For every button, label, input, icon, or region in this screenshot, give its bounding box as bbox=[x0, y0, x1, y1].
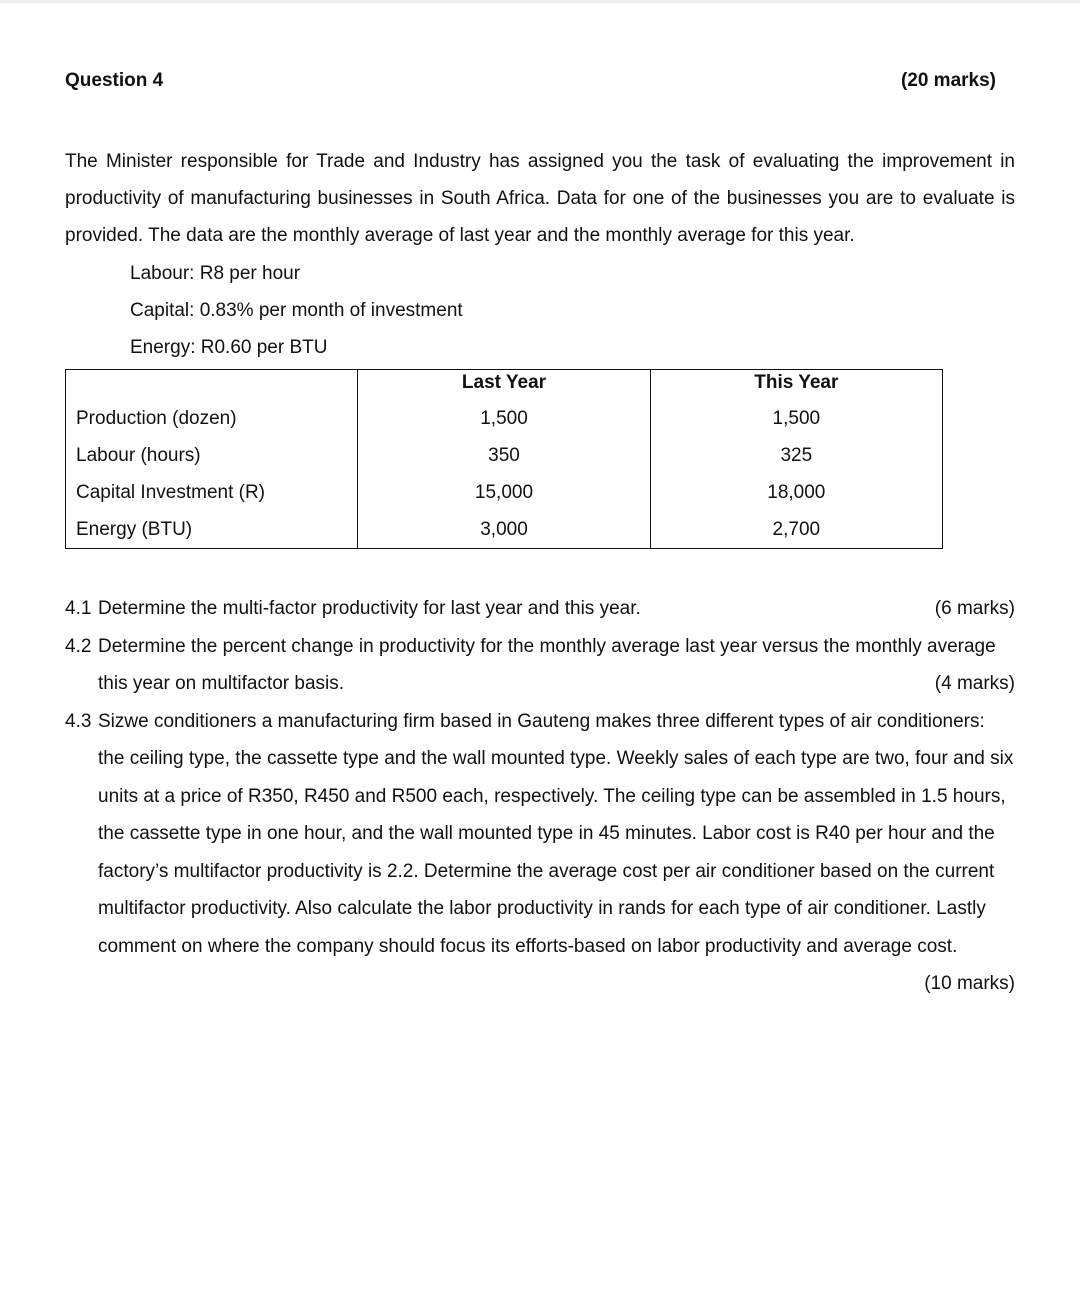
question-list bbox=[65, 590, 1015, 1003]
productivity-data-table bbox=[65, 369, 943, 549]
cell-this-year: 18,000 bbox=[650, 474, 942, 511]
question-marks: (4 marks) bbox=[934, 673, 1015, 694]
question-4-1 bbox=[65, 590, 1015, 628]
table-header-blank bbox=[66, 370, 358, 401]
table-row bbox=[66, 511, 943, 549]
question-marks: (10 marks) bbox=[924, 973, 1015, 994]
question-4-2 bbox=[65, 628, 1015, 703]
row-label: Energy (BTU) bbox=[66, 511, 358, 549]
row-label: Capital Investment (R) bbox=[66, 474, 358, 511]
rate-energy: Energy: R0.60 per BTU bbox=[130, 337, 328, 358]
table-header-this-year: This Year bbox=[650, 370, 942, 401]
row-label: Labour (hours) bbox=[66, 437, 358, 474]
question-header bbox=[65, 70, 996, 92]
table-row bbox=[66, 474, 943, 511]
row-label: Production (dozen) bbox=[66, 400, 358, 437]
rate-labour: Labour: R8 per hour bbox=[130, 263, 301, 284]
question-number: 4.2 bbox=[65, 635, 92, 657]
question-total-marks: (20 marks) bbox=[900, 70, 996, 91]
table-header-row bbox=[66, 370, 943, 401]
cell-last-year: 3,000 bbox=[358, 511, 650, 549]
table-row bbox=[66, 400, 943, 437]
intro-paragraph: The Minister responsible for Trade and Industry has assigned you the task of evaluating the improvement in productivity of manufacturing businesses in South Africa. Data for one of the businesses you are to evaluate is provided. The data are the monthly average of last year and the monthly average for this year. bbox=[65, 151, 1015, 246]
question-marks: (6 marks) bbox=[934, 598, 1015, 619]
cost-rates bbox=[130, 255, 463, 366]
question-4-3 bbox=[65, 703, 1015, 994]
question-title: Question 4 bbox=[65, 70, 164, 91]
question-number: 4.1 bbox=[65, 598, 92, 619]
cell-this-year: 1,500 bbox=[650, 400, 942, 437]
cell-this-year: 2,700 bbox=[650, 511, 942, 549]
cell-last-year: 350 bbox=[358, 437, 650, 474]
table-row bbox=[66, 437, 943, 474]
table-header-last-year: Last Year bbox=[358, 370, 650, 401]
cell-this-year: 325 bbox=[650, 437, 942, 474]
top-border bbox=[0, 0, 1080, 3]
cell-last-year: 1,500 bbox=[358, 400, 650, 437]
cell-last-year: 15,000 bbox=[358, 474, 650, 511]
question-text: Determine the multi-factor productivity for last year and this year. bbox=[98, 598, 641, 619]
question-number: 4.3 bbox=[65, 710, 92, 732]
question-text: Sizwe conditioners a manufacturing firm based in Gauteng makes three different types of air conditioners: the ceiling type, the cassette type and the wall mounted type. Weekly sales of each type are two, four and six units at a price of R350, R450 and R500 each, respectively. The ceiling type can be assembled in 1.5 hours, the cassette type in one hour, and the wall mounted type in 45 minutes. Labor cost is R40 per hour and the factory’s multifactor productivity is 2.2. Determine the average cost per air conditioner based on the current multifactor productivity. Also calculate the labor productivity in rands for each type of air conditioner. Lastly comment on where the company should focus its efforts-based on labor productivity and average cost. bbox=[98, 710, 1014, 957]
rate-capital: Capital: 0.83% per month of investment bbox=[130, 300, 463, 321]
question-text: Determine the percent change in productivity for the monthly average last year versus the monthly average this year on multifactor basis. bbox=[98, 635, 996, 694]
